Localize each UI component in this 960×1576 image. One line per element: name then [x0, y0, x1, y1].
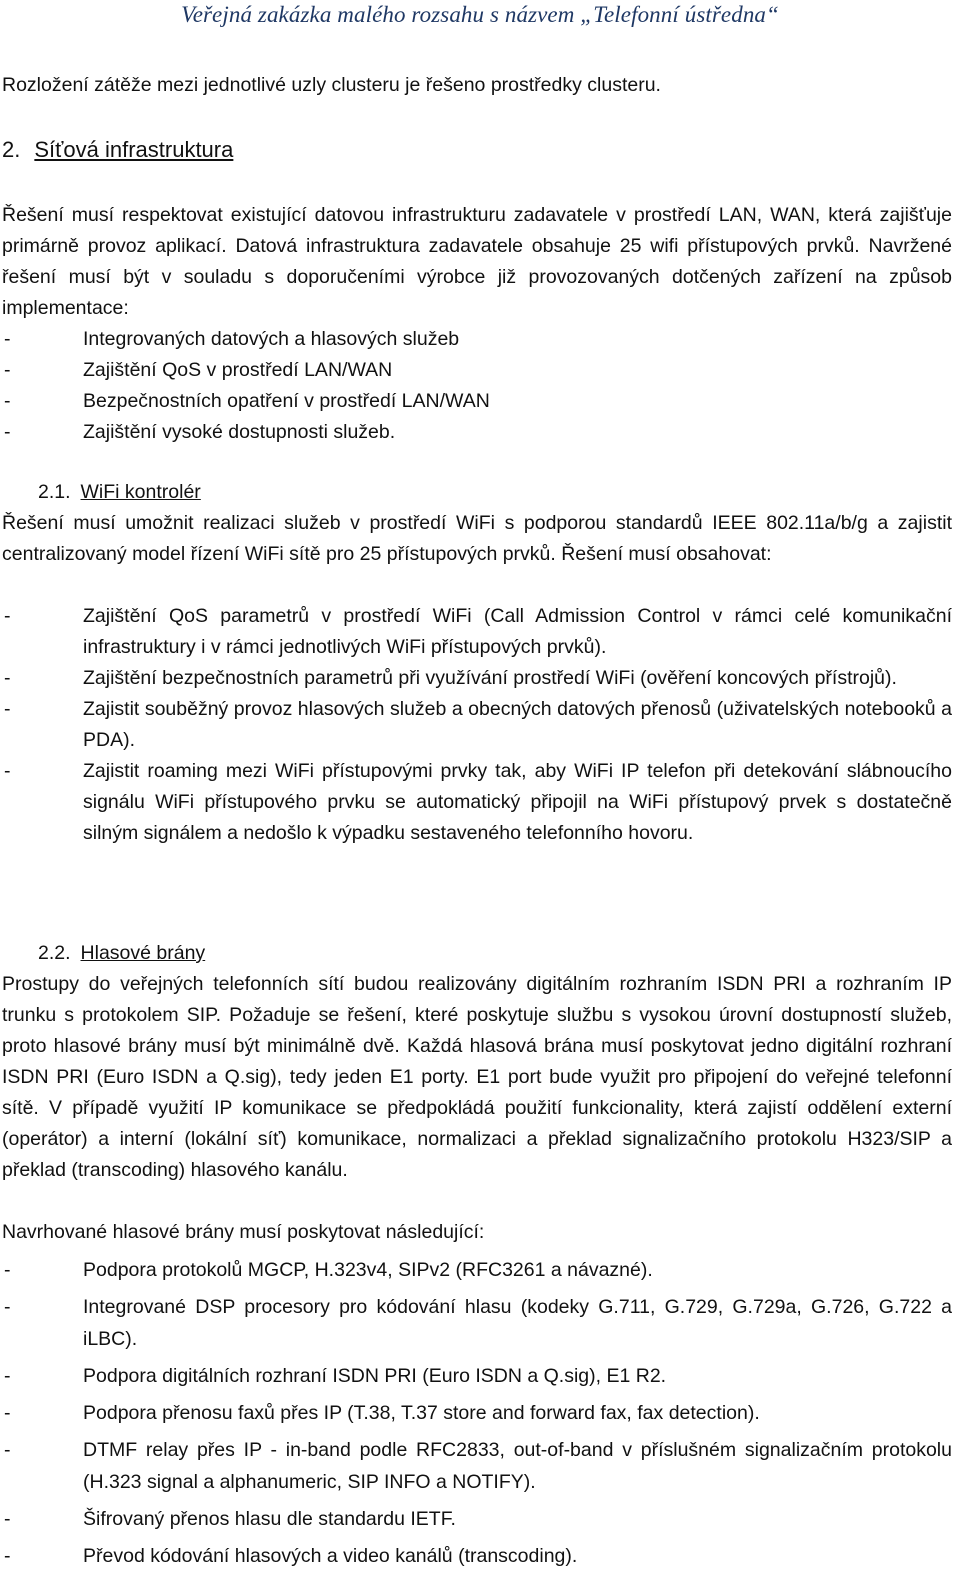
section-2-list [2, 324, 952, 448]
list-item: - Zajištění vysoké dostupnosti služeb. [2, 417, 952, 448]
page-header: Veřejná zakázka malého rozsahu s názvem „Telefonní ústředna“ [181, 2, 779, 27]
section-2-number: 2. [2, 137, 21, 162]
section-2-1-title: WiFi kontrolér [80, 481, 201, 503]
list-item: - Podpora protokolů MGCP, H.323v4, SIPv2 (RFC3261 a návazné). [2, 1254, 952, 1286]
section-2-title: Síťová infrastruktura [34, 137, 234, 162]
section-2-1-list [2, 601, 952, 849]
list-item: - Podpora přenosu faxů přes IP (T.38, T.37 store and forward fax, fax detection). [2, 1397, 952, 1429]
list-item: - Integrované DSP procesory pro kódování hlasu (kodeky G.711, G.729, G.729a, G.726, G.722 a iLBC). [2, 1291, 952, 1355]
list-item: - Zajistit roaming mezi WiFi přístupovými prvky tak, aby WiFi IP telefon při detekování slábnoucího signálu WiFi přístupového prvku se automatický připojil na WiFi přístupový prvek s dostatečně silným signálem a nedošlo k výpadku sestaveného telefonního hovoru. [2, 756, 952, 849]
list-item: - Převod kódování hlasových a video kanálů (transcoding). [2, 1540, 952, 1572]
list-item: - Bezpečnostních opatření v prostředí LAN/WAN [2, 386, 952, 417]
section-2-heading [2, 137, 233, 163]
section-2-1-heading [38, 477, 201, 508]
section-2-2-list [2, 1254, 952, 1572]
list-item: - Šifrovaný přenos hlasu dle standardu IETF. [2, 1503, 952, 1535]
section-2-paragraph: Řešení musí respektovat existující datovou infrastrukturu zadavatele v prostředí LAN, WAN, která zajišťuje primárně provoz aplikací. Datová infrastruktura zadavatele obsahuje 25 wifi přístupových prvků. Navržené řešení musí být v souladu s doporučeními výrobce již provozovaných dotčených zařízení na způsob implementace: [2, 204, 952, 319]
list-item: - Zajištění bezpečnostních parametrů při využívání prostředí WiFi (ověření koncových přístrojů). [2, 663, 952, 694]
list-item: - Zajistit souběžný provoz hlasových služeb a obecných datových přenosů (uživatelských notebooků a PDA). [2, 694, 952, 756]
section-2-2-paragraph: Prostupy do veřejných telefonních sítí budou realizovány digitálním rozhraním ISDN PRI a rozhraním IP trunku s protokolem SIP. Požaduje se řešení, které poskytuje službu s vysokou úrovní dostupností služeb, proto hlasové brány musí být minimálně dvě. Každá hlasová brána musí poskytovat jedno digitální rozhraní ISDN PRI (Euro ISDN a Q.sig), tedy jeden E1 porty. E1 port bude využit pro připojení do veřejné telefonní sítě. V případě využití IP komunikace se předpokládá použití funkcionality, která zajistí oddělení externí (operátor) a interní (lokální síť) komunikace, normalizaci a překlad signalizačního protokolu H323/SIP a překlad (transcoding) hlasového kanálu. [2, 973, 952, 1181]
list-item: - DTMF relay přes IP - in-band podle RFC2833, out-of-band v příslušném signalizačním protokolu (H.323 signal a alphanumeric, SIP INFO a NOTIFY). [2, 1434, 952, 1498]
list-item: - Integrovaných datových a hlasových služeb [2, 324, 952, 355]
section-2-1-number: 2.1. [38, 481, 71, 503]
section-2-1-paragraph: Řešení musí umožnit realizaci služeb v prostředí WiFi s podporou standardů IEEE 802.11a/b/g a zajistit centralizovaný model řízení WiFi sítě pro 25 přístupových prvků. Řešení musí obsahovat: [2, 512, 952, 565]
section-2-2-title: Hlasové brány [80, 942, 206, 964]
intro-paragraph: Rozložení zátěže mezi jednotlivé uzly clusteru je řešeno prostředky clusteru. [2, 74, 661, 96]
section-2-2-lead: Navrhované hlasové brány musí poskytovat následující: [2, 1221, 485, 1243]
list-item: - Zajištění QoS parametrů v prostředí WiFi (Call Admission Control v rámci celé komunikační infrastruktury i v rámci jednotlivých WiFi přístupových prvků). [2, 601, 952, 663]
list-item: - Podpora digitálních rozhraní ISDN PRI (Euro ISDN a Q.sig), E1 R2. [2, 1360, 952, 1392]
section-2-2-number: 2.2. [38, 942, 71, 964]
section-2-2-heading [38, 938, 205, 969]
list-item: - Zajištění QoS v prostředí LAN/WAN [2, 355, 952, 386]
